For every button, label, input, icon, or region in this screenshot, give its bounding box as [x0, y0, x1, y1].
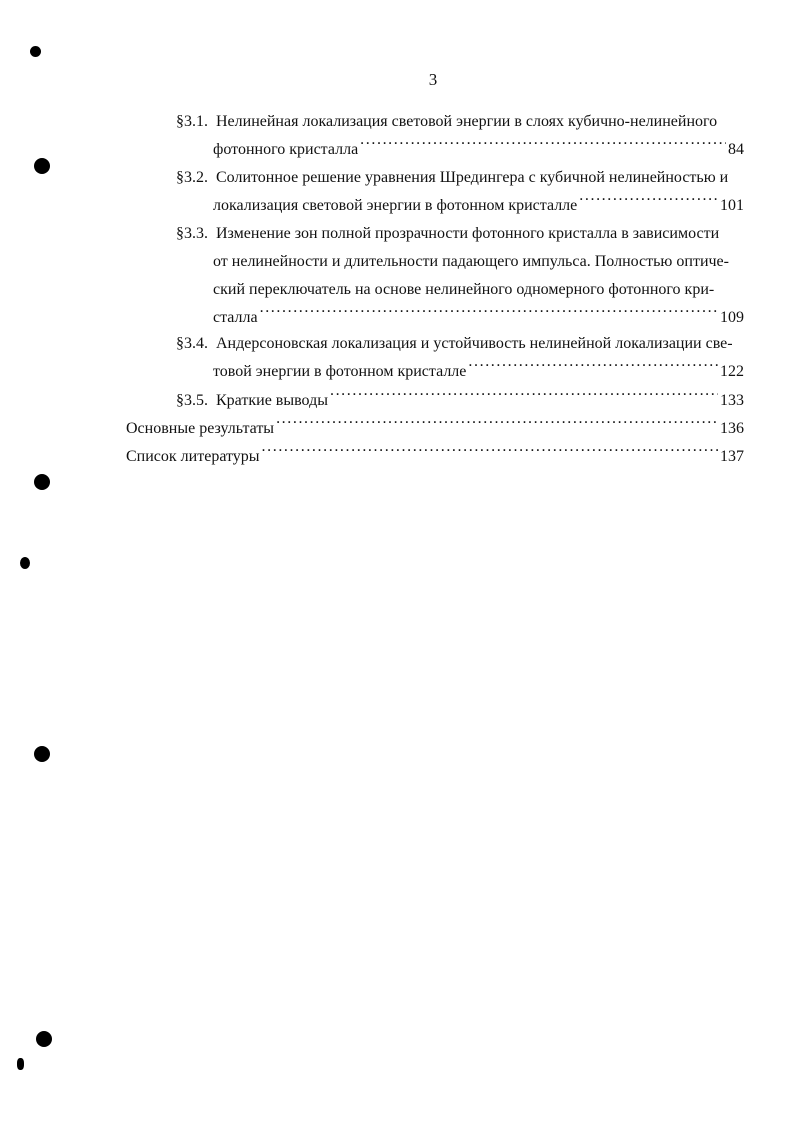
dot-leader [330, 387, 718, 405]
toc-entry-3-5[interactable] [176, 387, 744, 415]
toc-entry-title: Список литературы [126, 448, 260, 465]
toc-entry-line: Изменение зон полной прозрачности фотонного кристалла в зависимости [216, 225, 720, 242]
punch-hole-mark [34, 474, 50, 490]
toc-page-number: 109 [720, 309, 744, 326]
toc-entry-last-line: товой энергии в фотонном кристалле [213, 363, 467, 380]
toc-entry-3-1[interactable] [176, 108, 744, 164]
toc-entry-last-line: фотонного кристалла [213, 141, 359, 158]
toc-entry-last-line: локализация световой энергии в фотонном кристалле [213, 197, 578, 214]
page-number: 3 [428, 70, 438, 89]
toc-entry-title: Основные результаты [126, 420, 275, 437]
dot-leader [579, 192, 718, 210]
punch-hole-mark [20, 557, 30, 569]
toc-page-number: 136 [720, 420, 744, 437]
toc-entry-number: §3.2. [176, 169, 208, 186]
toc-entry-last-line: Краткие выводы [216, 392, 328, 409]
toc-entry-line: Андерсоновская локализация и устойчивость нелинейной локализации све- [216, 335, 733, 352]
toc-page-number: 122 [720, 363, 744, 380]
toc-entry-number: §3.5. [176, 392, 208, 409]
toc-entry-line: ский переключатель на основе нелинейного одномерного фотонного кри- [213, 281, 715, 298]
toc-entry-last-line: сталла [213, 309, 258, 326]
punch-hole-mark [17, 1058, 24, 1070]
toc-entry-references[interactable] [126, 443, 744, 471]
toc-page-number: 133 [720, 392, 744, 409]
dot-leader [262, 443, 718, 461]
dot-leader [468, 358, 718, 376]
punch-hole-mark [30, 46, 41, 57]
toc-entry-number: §3.3. [176, 225, 208, 242]
toc-page-number: 84 [728, 141, 744, 158]
dot-leader [360, 136, 726, 154]
toc-entry-line: Солитонное решение уравнения Шредингера с кубичной нелинейностью и [216, 169, 729, 186]
toc-page-number: 101 [720, 197, 744, 214]
dot-leader [260, 304, 718, 322]
toc-page-number: 137 [720, 448, 744, 465]
punch-hole-mark [36, 1031, 52, 1047]
toc-entry-number: §3.1. [176, 113, 208, 130]
toc-entry-3-2[interactable] [176, 164, 744, 220]
toc-entry-main-results[interactable] [126, 415, 744, 443]
dot-leader [276, 415, 718, 433]
toc-entry-line: Нелинейная локализация световой энергии в слоях кубично-нелинейного [216, 113, 718, 130]
punch-hole-mark [34, 158, 50, 174]
toc-entry-number: §3.4. [176, 335, 208, 352]
punch-hole-mark [34, 746, 50, 762]
toc-entry-3-3[interactable] [176, 220, 744, 332]
toc-entry-3-4[interactable] [176, 330, 744, 386]
toc-entry-line: от нелинейности и длительности падающего импульса. Полностью оптиче- [213, 253, 729, 270]
